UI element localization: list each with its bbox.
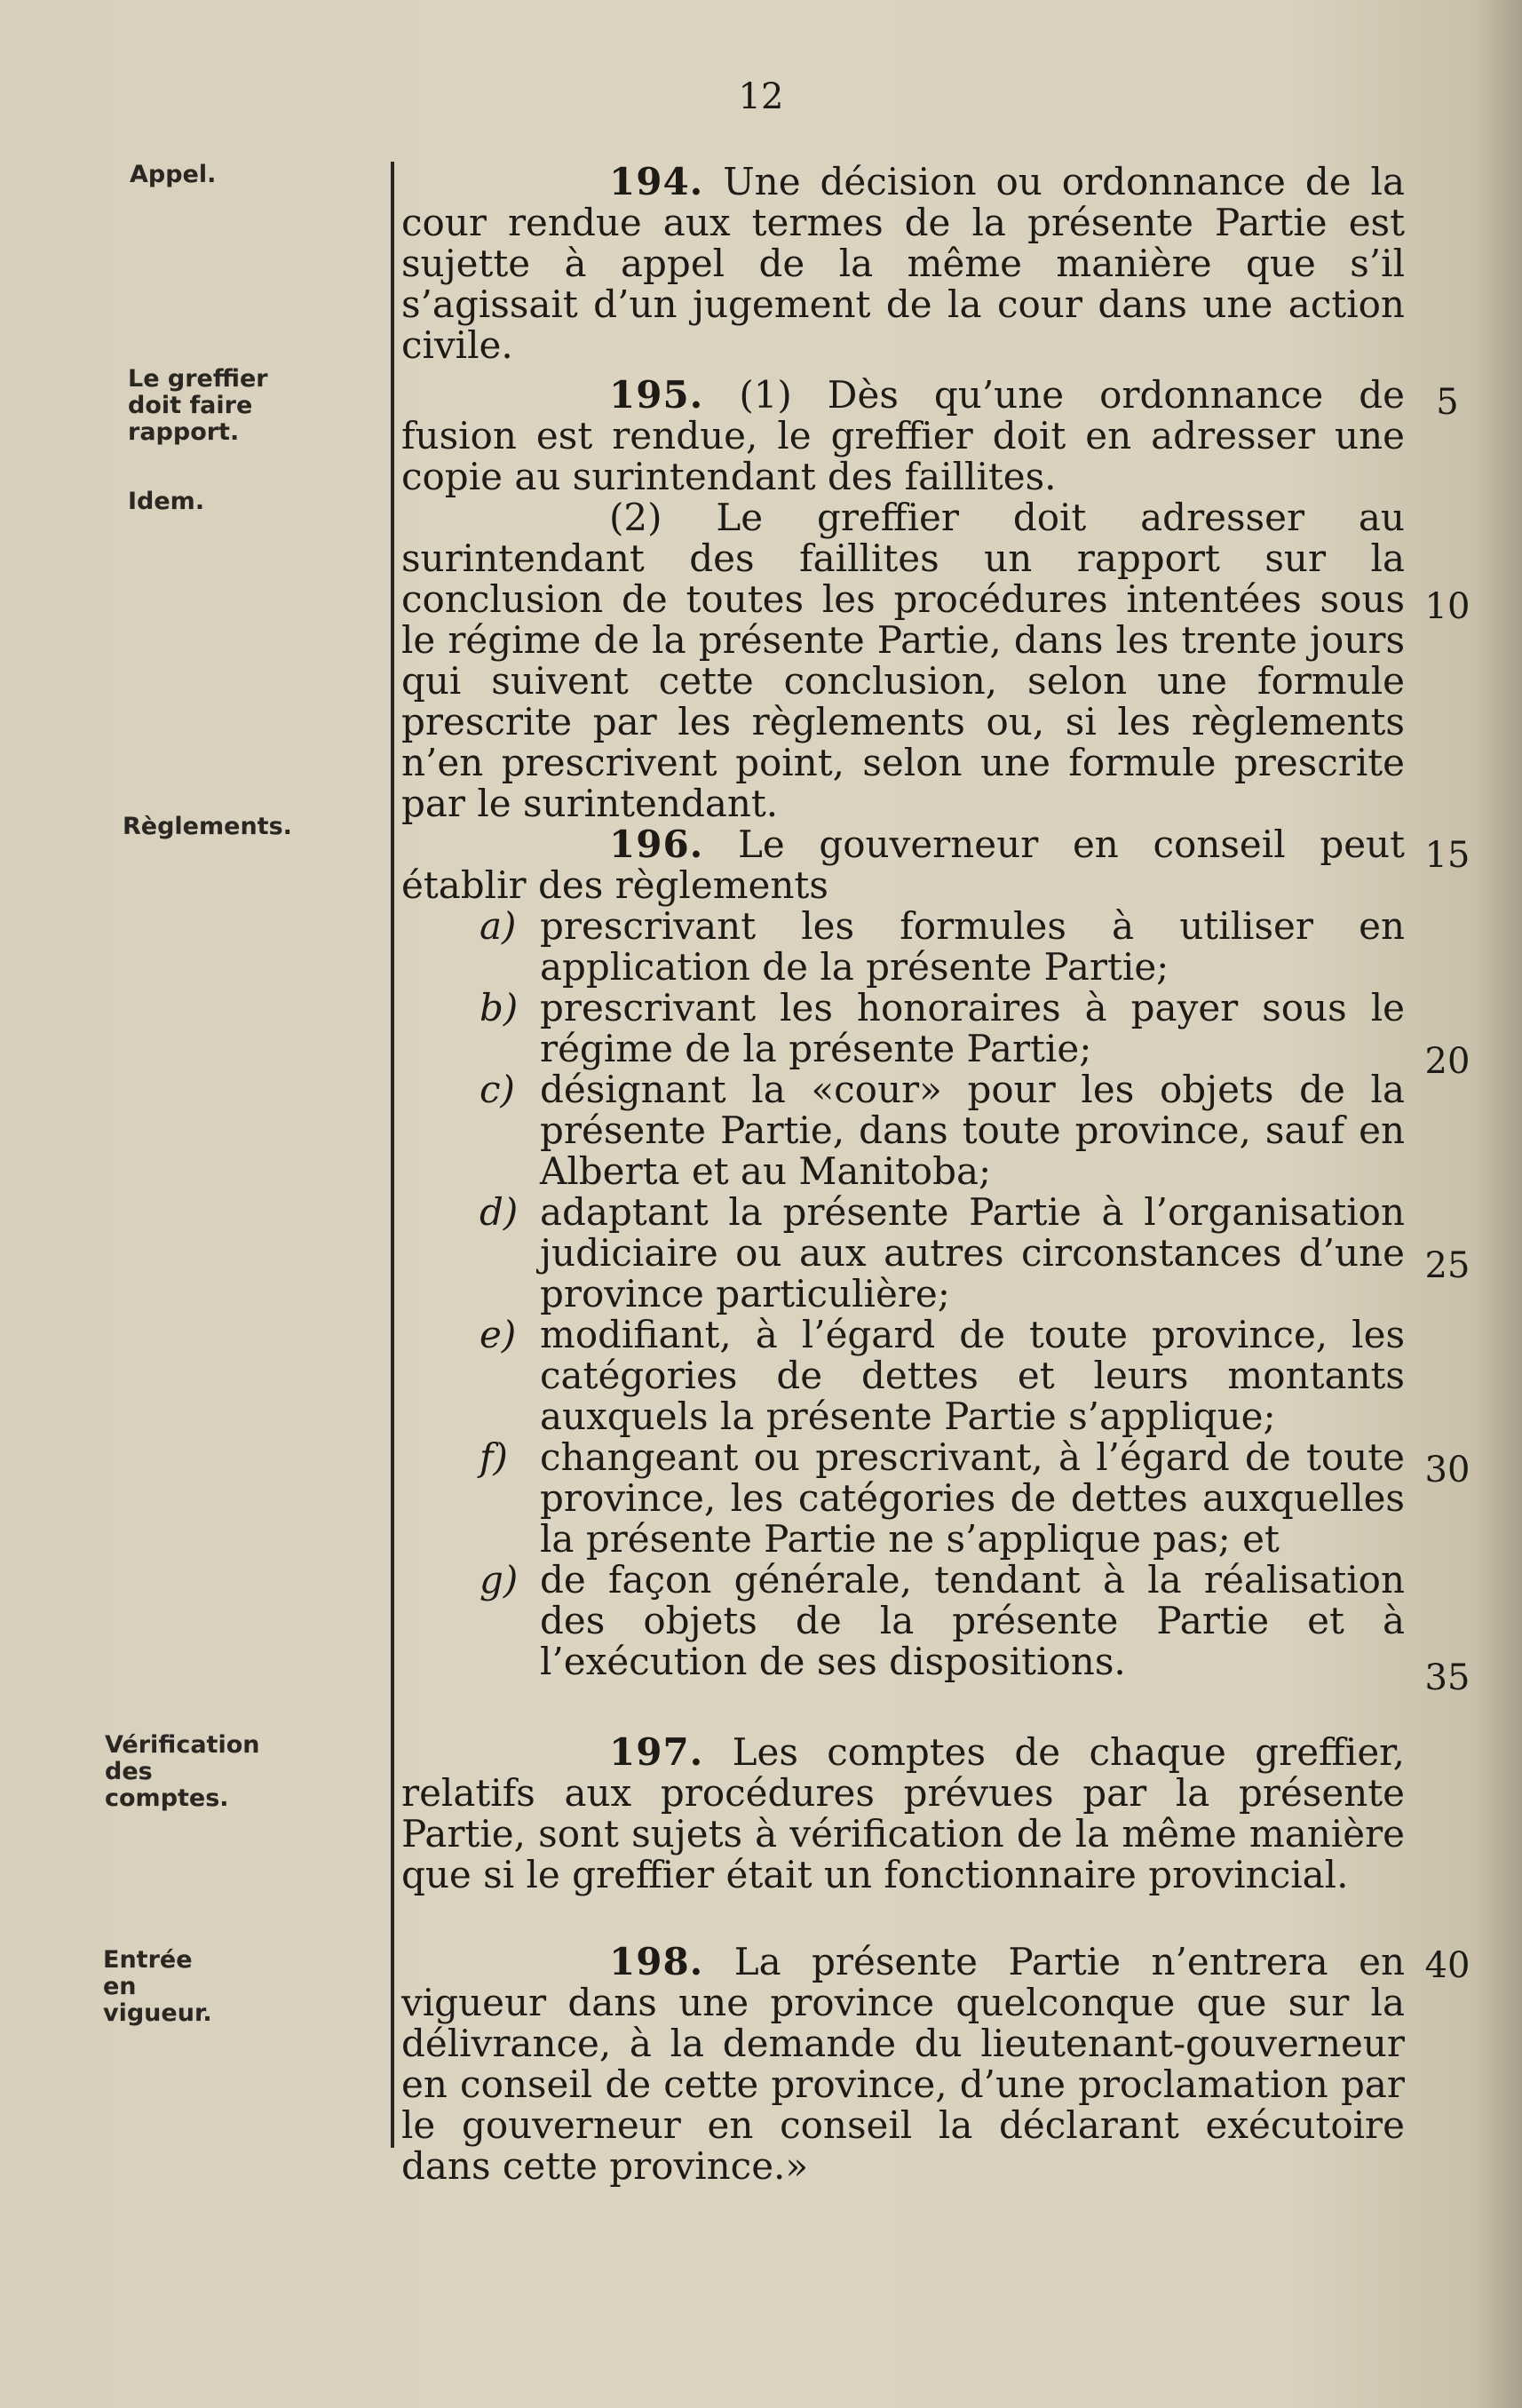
- margin-note-reglements: Règlements.: [123, 813, 292, 840]
- section-number: 198.: [609, 1940, 704, 1983]
- line-number: 10: [1424, 586, 1470, 627]
- line-number: 15: [1424, 835, 1470, 876]
- list-item: [401, 906, 1405, 988]
- line-number: 30: [1424, 1450, 1470, 1490]
- list-item: [401, 1315, 1405, 1437]
- margin-note-greffier: Le greffier doit faire rapport.: [128, 365, 268, 446]
- item-text: de façon générale, tendant à la réalisation des objets de la présente Partie et à l’exécution de ses dispositions.: [540, 1558, 1405, 1683]
- line-number: 5: [1436, 382, 1459, 423]
- item-text: prescrivant les formules à utiliser en application de la présente Partie;: [540, 904, 1405, 989]
- item-letter: g): [480, 1558, 519, 1601]
- item-letter: e): [480, 1313, 517, 1356]
- list-item: [401, 1069, 1405, 1192]
- item-letter: d): [480, 1190, 519, 1234]
- line-number: 20: [1424, 1041, 1470, 1082]
- list-item: [401, 1437, 1405, 1560]
- list-item: [401, 988, 1405, 1069]
- section-text: La présente Partie n’entrera en vigueur dans une province quelconque que sur la délivrance, à la demande du lieutenant-gouverneur en conseil de cette province, d’une proclamation par le gouverneur en conseil la déclarant exécutoire dans cette province.»: [401, 1940, 1406, 2188]
- section-197: [401, 1732, 1405, 1895]
- margin-note-appel: Appel.: [130, 161, 217, 188]
- section-number: 197.: [609, 1730, 704, 1774]
- item-text: désignant la «cour» pour les objets de la présente Partie, dans toute province, sauf en Alberta et au Manitoba;: [540, 1068, 1405, 1193]
- section-194: [401, 162, 1405, 366]
- margin-note-verification: Vérification des comptes.: [105, 1731, 260, 1812]
- margin-note-idem: Idem.: [128, 488, 205, 515]
- list-item: [401, 1192, 1405, 1315]
- margin-note-entree: Entrée en vigueur.: [103, 1946, 212, 2027]
- item-text: changeant ou prescrivant, à l’égard de toute province, les catégories de dettes auxquelles la présente Partie ne s’applique pas; et: [540, 1435, 1405, 1561]
- section-text: Les comptes de chaque greffier, relatifs aux procédures prévues par la présente Partie, sont sujets à vérification de la même manière que si le greffier était un fonctionnaire provincial.: [401, 1730, 1405, 1896]
- item-text: prescrivant les honoraires à payer sous le régime de la présente Partie;: [540, 986, 1405, 1070]
- section-198: [401, 1942, 1405, 2187]
- section-number: 195.: [609, 373, 704, 417]
- subsection-1: (1) Dès qu’une ordonnance de fusion est rendue, le greffier doit en adresser une copie au surintendant des faillites.: [401, 373, 1405, 498]
- section-intro: Le gouverneur en conseil peut établir des règlements: [401, 823, 1405, 907]
- item-letter: b): [480, 986, 519, 1029]
- section-number: 196.: [609, 823, 704, 866]
- item-letter: a): [480, 904, 517, 948]
- item-text: adaptant la présente Partie à l’organisation judiciaire ou aux autres circonstances d’une province particulière;: [540, 1190, 1405, 1315]
- page-number: 12: [738, 76, 784, 117]
- section-196: [401, 824, 1405, 1682]
- list-item: [401, 1560, 1405, 1682]
- item-letter: c): [480, 1068, 515, 1111]
- subsection-2: (2) Le greffier doit adresser au surintendant des faillites un rapport sur la conclusion de toutes les procédures intentées sous le régime de la présente Partie, dans les trente jours qui suivent cette conclusion, selon une formule prescrite par les règlements ou, si les règlements n’en prescrivent point, selon une formule prescrite par le surintendant.: [401, 496, 1405, 825]
- margin-rule: [391, 162, 394, 2148]
- line-number: 40: [1424, 1945, 1470, 1986]
- section-number: 194.: [609, 160, 704, 203]
- line-number: 35: [1424, 1657, 1470, 1698]
- line-number: 25: [1424, 1245, 1470, 1286]
- section-text: Une décision ou ordonnance de la cour rendue aux termes de la présente Partie est sujette à appel de la même manière que s’il s’agissait d’un jugement de la cour dans une action civile.: [401, 160, 1405, 367]
- item-text: modifiant, à l’égard de toute province, les catégories de dettes et leurs montants auxquels la présente Partie s’applique;: [540, 1313, 1405, 1438]
- item-letter: f): [480, 1435, 508, 1479]
- section-195: [401, 375, 1405, 824]
